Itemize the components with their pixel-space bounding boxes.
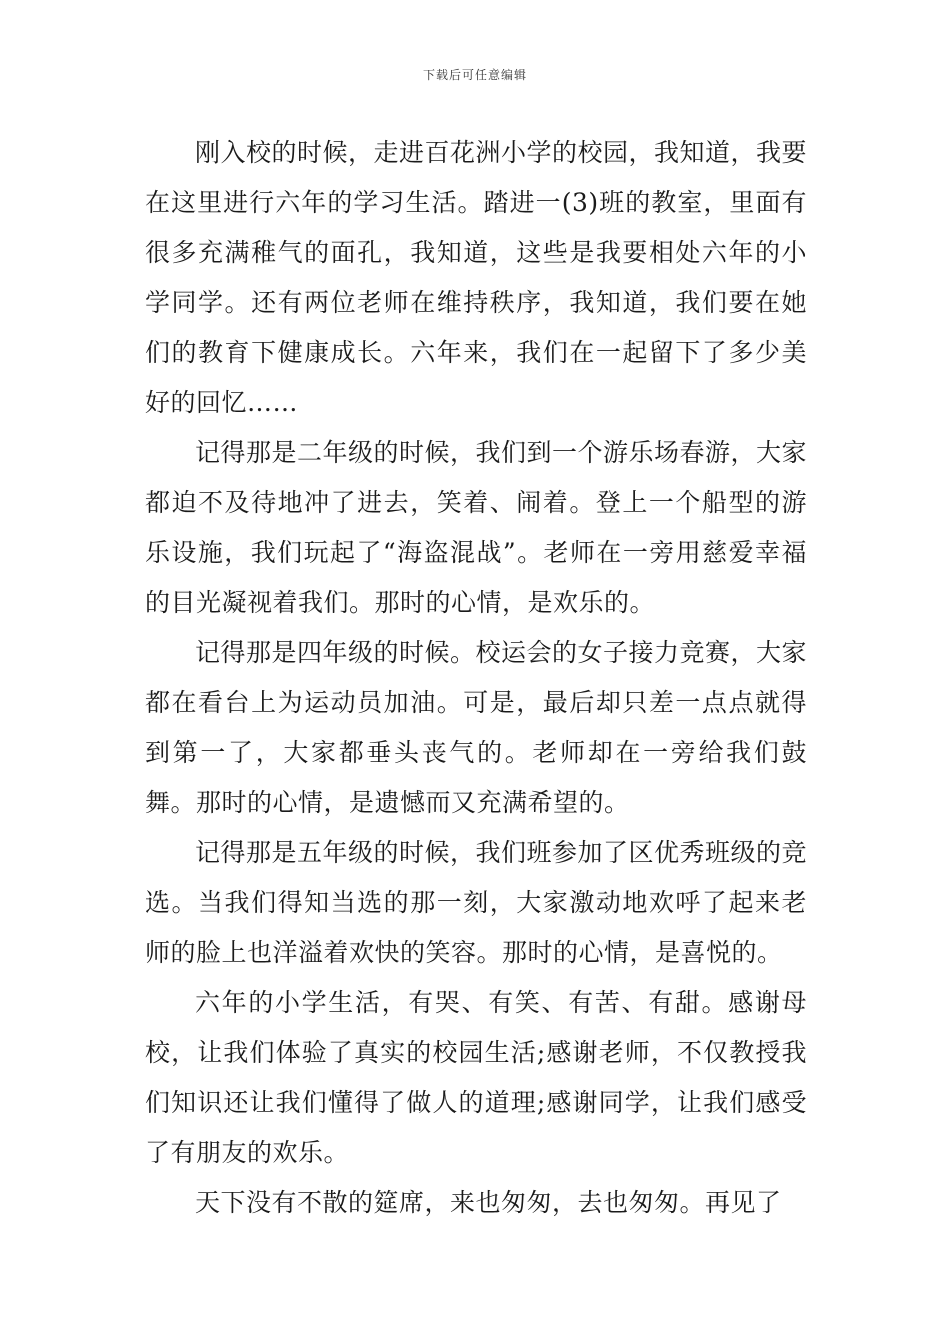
paragraph: 六年的小学生活，有哭、有笑、有苦、有甜。感谢母校，让我们体验了真实的校园生活;感谢老师，不仅教授我们知识还让我们懂得了做人的道理;感谢同学，让我们感受了有朋友的欢乐。	[145, 988, 807, 1167]
page-header: 下载后可任意编辑	[422, 68, 527, 82]
paragraph: 记得那是二年级的时候，我们到一个游乐场春游，大家都迫不及待地冲了进去，笑着、闹着。登上一个船型的游乐设施，我们玩起了“海盗混战”。老师在一旁用慈爱幸福的目光凝视着我们。那时的心情，是欢乐的。	[145, 438, 808, 617]
paragraph: 记得那是四年级的时候。校运会的女子接力竞赛，大家都在看台上为运动员加油。可是，最后却只差一点点就得到第一了，大家都垂头丧气的。老师却在一旁给我们鼓舞。那时的心情，是遗憾而又充满希望的。	[145, 638, 808, 817]
paragraph: 天下没有不散的筵席，来也匆匆，去也匆匆。再见了	[195, 1188, 782, 1217]
paragraph: 记得那是五年级的时候，我们班参加了区优秀班级的竞选。当我们得知当选的那一刻，大家激动地欢呼了起来老师的脸上也洋溢着欢快的笑容。那时的心情，是喜悦的。	[145, 838, 808, 967]
document-body	[145, 128, 807, 1228]
paragraph: 刚入校的时候，走进百花洲小学的校园，我知道，我要在这里进行六年的学习生活。踏进一(3)班的教室，里面有很多充满稚气的面孔，我知道，这些是我要相处六年的小学同学。还有两位老师在维持秩序，我知道，我们要在她们的教育下健康成长。六年来，我们在一起留下了多少美好的回忆……	[145, 138, 808, 417]
